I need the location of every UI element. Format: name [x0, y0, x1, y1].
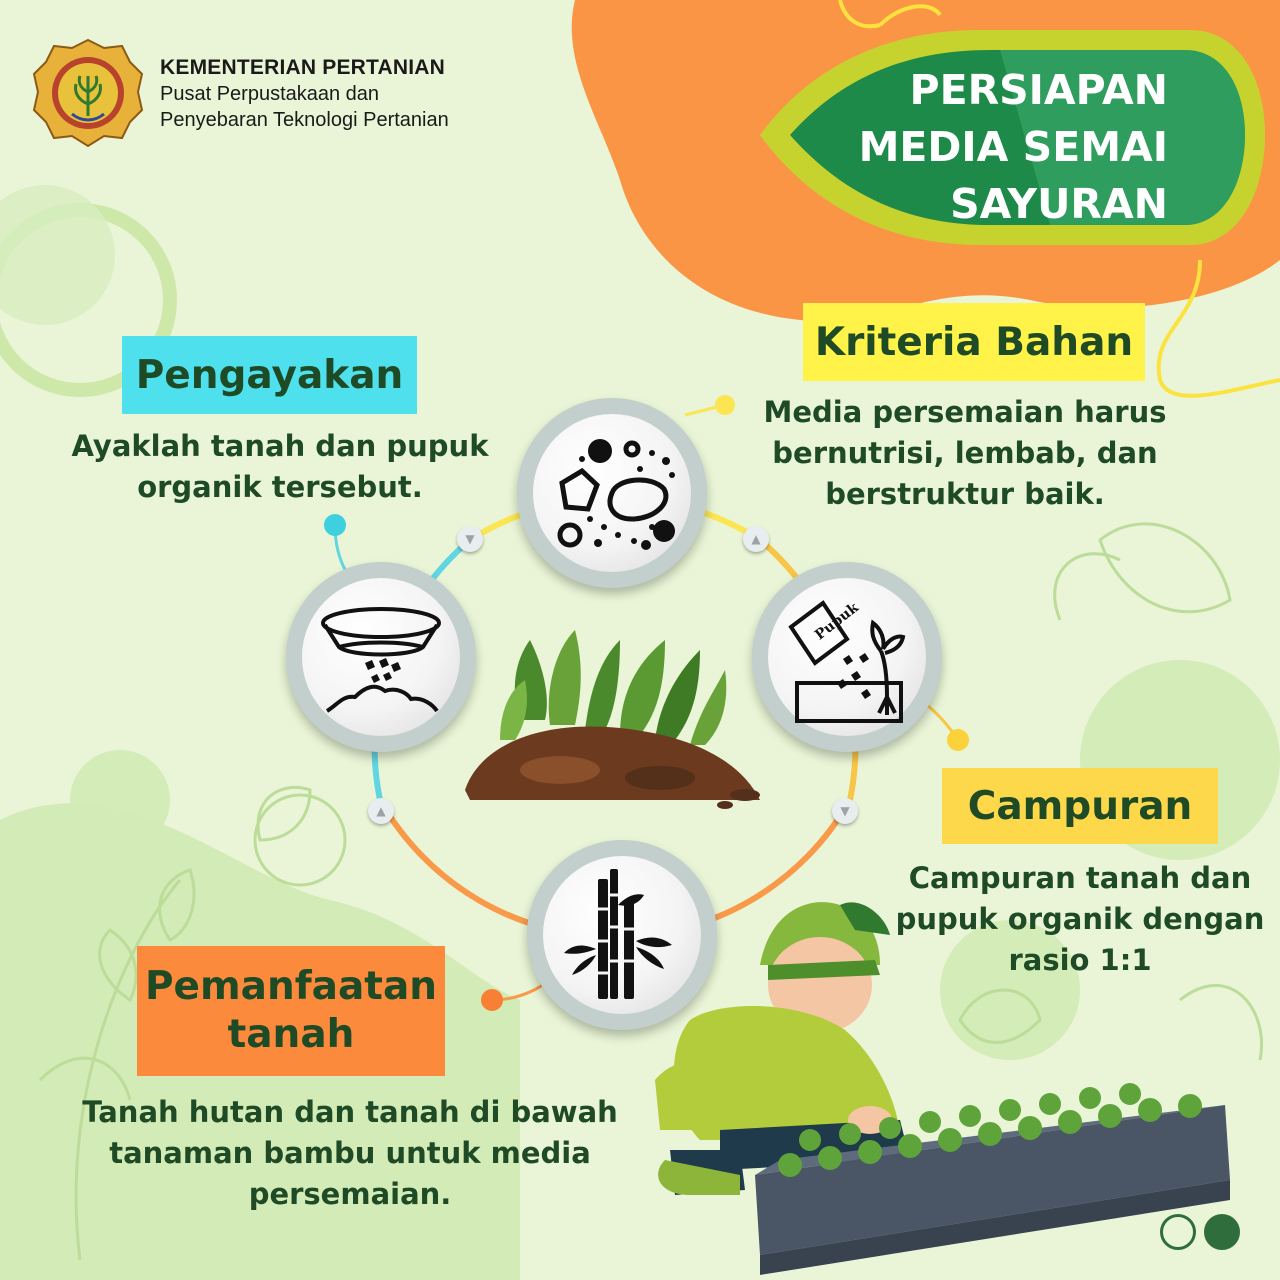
title-line-3: SAYURAN — [950, 180, 1168, 228]
kriteria-bahan-description — [740, 392, 1190, 515]
pemanfaatan-desc-line-2: tanaman bambu untuk media — [109, 1136, 591, 1170]
arrow-marker-icon: ▼ — [457, 526, 483, 552]
ministry-logo — [30, 36, 146, 152]
page-title — [748, 62, 1168, 233]
kriteria-bahan-label: Kriteria Bahan — [803, 303, 1145, 381]
pemanfaatan-desc-line-1: Tanah hutan dan tanah di bawah — [82, 1095, 618, 1129]
pemanfaatan-label-line-2: tanah — [227, 1012, 355, 1057]
arrow-marker-icon: ▲ — [368, 798, 394, 824]
campuran-label: Campuran — [942, 768, 1218, 844]
title-line-1: PERSIAPAN — [909, 66, 1168, 114]
kriteria-desc-line-2: bernutrisi, lembab, dan — [772, 436, 1158, 470]
campuran-desc-line-3: rasio 1:1 — [1008, 943, 1152, 977]
pupuk-label: Pupuk — [812, 599, 862, 644]
header — [30, 36, 449, 152]
pemanfaatan-node — [527, 840, 717, 1030]
sieve-icon — [311, 587, 451, 727]
pemanfaatan-desc-line-3: persemaian. — [248, 1177, 452, 1211]
pengayakan-label: Pengayakan — [122, 336, 417, 414]
pengayakan-node — [286, 562, 476, 752]
bamboo-icon — [552, 865, 692, 1005]
page-dot-1[interactable] — [1160, 1214, 1196, 1250]
campuran-description — [880, 858, 1280, 981]
arrow-marker-icon: ▲ — [743, 526, 769, 552]
pengayakan-description — [50, 426, 510, 508]
pemanfaatan-tanah-label — [137, 946, 445, 1076]
kriteria-desc-line-3: berstruktur baik. — [825, 477, 1105, 511]
campuran-desc-line-2: pupuk organik dengan — [895, 902, 1265, 936]
pemanfaatan-label-line-1: Pemanfaatan — [144, 964, 438, 1009]
campuran-desc-line-1: Campuran tanah dan — [908, 861, 1252, 895]
org-line-3: Penyebaran Teknologi Pertanian — [160, 109, 449, 131]
pengayakan-desc-line-1: Ayaklah tanah dan pupuk — [71, 429, 489, 463]
fertilizer-bag-icon — [777, 587, 917, 727]
page-indicator — [1160, 1214, 1240, 1250]
pemanfaatan-tanah-description — [40, 1092, 660, 1215]
organization-name — [160, 56, 449, 132]
org-line-2: Pusat Perpustakaan dan — [160, 83, 380, 105]
kriteria-node — [517, 398, 707, 588]
org-line-1: KEMENTERIAN PERTANIAN — [160, 56, 445, 79]
title-line-2: MEDIA SEMAI — [858, 123, 1168, 171]
kriteria-desc-line-1: Media persemaian harus — [763, 395, 1167, 429]
soil-particles-icon — [542, 423, 682, 563]
pengayakan-desc-line-2: organik tersebut. — [137, 470, 423, 504]
page-dot-2[interactable] — [1204, 1214, 1240, 1250]
campuran-node — [752, 562, 942, 752]
arrow-marker-icon: ▼ — [832, 798, 858, 824]
